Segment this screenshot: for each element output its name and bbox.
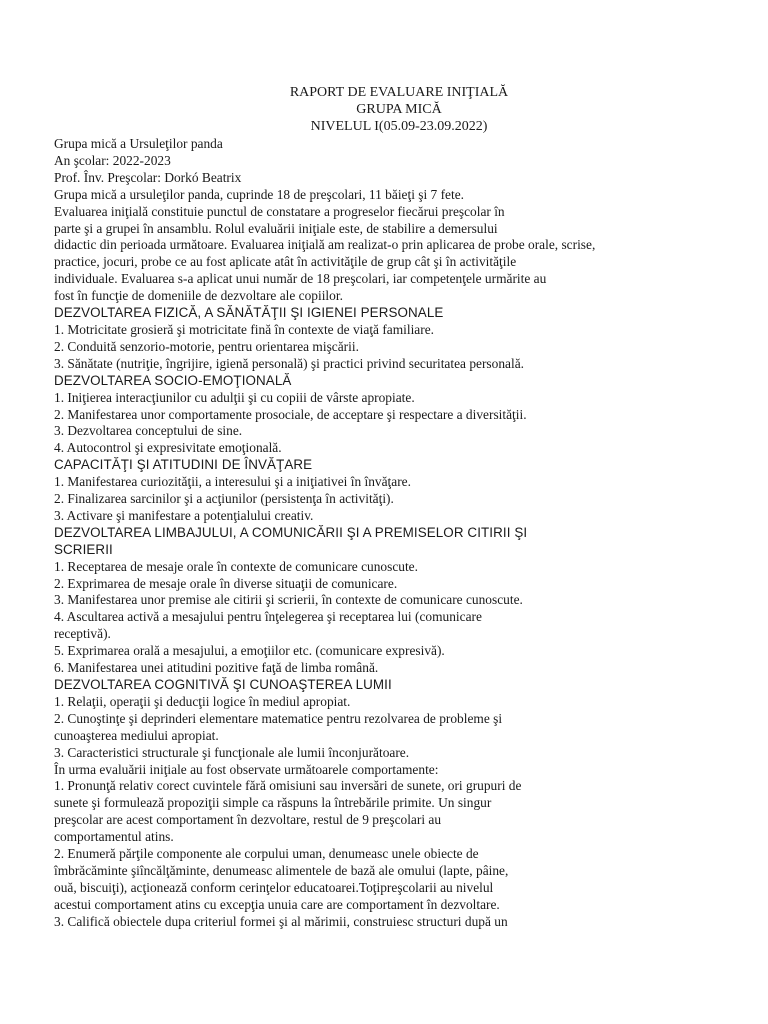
list-item-cont: receptivă). [54, 626, 111, 642]
list-item: 1. Motricitate grosieră şi motricitate fină în contexte de viaţă familiare. [54, 321, 434, 337]
observation-line: acestui comportament atins cu excepţia unuia care are comportament în dezvoltare. [54, 896, 500, 912]
observation-line: 1. Pronunţă relativ corect cuvintele fără omisiuni sau inversări de sunete, ori grupuri de [54, 778, 522, 794]
list-item: 2. Manifestarea unor comportamente prosociale, de acceptare şi respectare a diversităţii. [54, 406, 527, 422]
intro-paragraph-2-line: Evaluarea iniţială constituie punctul de constatare a progreselor fiecărui preşcolar în [54, 203, 505, 219]
section-heading-fizica: DEZVOLTAREA FIZICĂ, A SĂNĂTĂŢII ŞI IGIENEI PERSONALE [54, 305, 444, 321]
list-item: 1. Manifestarea curiozităţii, a interesului şi a iniţiativei în învăţare. [54, 474, 411, 490]
intro-year: An şcolar: 2022-2023 [54, 152, 171, 168]
observation-line: ouă, biscuiţi), acţionează conform cerinţelor educatoarei.Toţipreşcolarii au nivelul [54, 879, 494, 895]
intro-paragraph-2-line: individuale. Evaluarea s-a aplicat unui număr de 18 preşcolari, iar competenţele urmărite au [54, 271, 547, 287]
list-item: 2. Conduită senzorio-motorie, pentru orientarea mişcării. [54, 338, 359, 354]
intro-paragraph-2-line: didactic din perioada următoare. Evaluarea iniţială am realizat-o prin aplicarea de probe orale, scrise, [54, 237, 596, 253]
title-line-1: RAPORT DE EVALUARE INIŢIALĂ [289, 85, 509, 100]
observation-line: comportamentul atins. [54, 829, 174, 845]
section-heading-socio: DEZVOLTAREA SOCIO-EMOŢIONALĂ [54, 372, 292, 388]
list-item: 3. Dezvoltarea conceptului de sine. [54, 423, 243, 439]
list-item-cont: cunoaşterea mediului apropiat. [54, 727, 219, 743]
title-line-3: NIVELUL I(05.09-23.09.2022) [310, 119, 488, 134]
intro-paragraph-1: Grupa mică a ursuleţilor panda, cuprinde 18 de preşcolari, 11 băieţi şi 7 fete. [54, 186, 465, 202]
list-item: 1. Iniţierea interacţiunilor cu adulţii şi cu copiii de vârste apropiate. [54, 389, 415, 405]
list-item: 6. Manifestarea unei atitudini pozitive faţă de limba română. [54, 660, 379, 676]
intro-paragraph-2-line: fost în funcţie de domeniile de dezvoltare ale copiilor. [54, 288, 343, 304]
intro-teacher: Prof. Înv. Preşcolar: Dorkó Beatrix [54, 169, 242, 185]
observation-line: 3. Califică obiectele dupa criteriul formei şi al mărimii, construiesc structuri după un [54, 913, 508, 929]
observation-line: îmbrăcăminte şiîncălţăminte, denumeasc alimentele de bază ale omului (lapte, pâine, [54, 862, 509, 878]
observation-line: sunete şi formulează propoziţii simple ca răspuns la întrebările primite. Un singur [54, 795, 492, 811]
intro-paragraph-2-line: practice, jocuri, probe ce au fost aplicate atât în activităţile de grup cât şi în activităţile [54, 254, 517, 270]
intro-paragraph-2-line: parte şi a grupei în ansamblu. Rolul evaluării iniţiale este, de stabilire a demersului [54, 220, 498, 236]
list-item: 5. Exprimarea orală a mesajului, a emoţiilor etc. (comunicare expresivă). [54, 643, 445, 659]
section-heading-limbaj: DEZVOLTAREA LIMBAJULUI, A COMUNICĂRII ŞI A PREMISELOR CITIRII ŞI [54, 524, 528, 540]
observation-line: preşcolar are acest comportament în dezvoltare, restul de 9 preşcolari au [54, 812, 442, 828]
list-item: 1. Receptarea de mesaje orale în contexte de comunicare cunoscute. [54, 558, 418, 574]
list-item: 3. Sănătate (nutriţie, îngrijire, igienă personală) şi practici privind securitatea personală. [54, 355, 524, 371]
list-item: 4. Autocontrol şi expresivitate emoţională. [54, 440, 282, 456]
list-item: 4. Ascultarea activă a mesajului pentru înţelegerea şi receptarea lui (comunicare [54, 609, 482, 625]
section-heading-cognitiva: DEZVOLTAREA COGNITIVĂ ŞI CUNOAŞTEREA LUMII [54, 677, 392, 692]
section-heading-capacitati: CAPACITĂŢI ŞI ATITUDINI DE ÎNVĂŢARE [54, 457, 313, 473]
list-item: 2. Finalizarea sarcinilor şi a acţiunilor (persistenţa în activităţi). [54, 491, 394, 507]
list-item: 2. Exprimarea de mesaje orale în diverse situaţii de comunicare. [54, 575, 398, 591]
observations-intro: În urma evaluării iniţiale au fost observate următoarele comportamente: [54, 761, 439, 777]
intro-group: Grupa mică a Ursuleţilor panda [54, 136, 223, 151]
section-heading-limbaj-cont: SCRIERII [54, 541, 113, 557]
list-item: 3. Manifestarea unor premise ale citirii şi scrierii, în contexte de comunicare cunoscute. [54, 592, 523, 608]
list-item: 2. Cunoştinţe şi deprinderi elementare matematice pentru rezolvarea de probleme şi [54, 710, 503, 726]
title-line-2: GRUPA MICĂ [356, 102, 442, 117]
list-item: 3. Activare şi manifestare a potenţialului creativ. [54, 507, 314, 523]
report-title [54, 84, 714, 135]
list-item: 1. Relaţii, operaţii şi deducţii logice în mediul apropiat. [54, 693, 351, 709]
list-item: 3. Caracteristici structurale şi funcţionale ale lumii înconjurătoare. [54, 744, 410, 760]
document-body [54, 84, 714, 931]
observation-line: 2. Enumeră părţile componente ale corpului uman, denumeasc unele obiecte de [54, 846, 479, 862]
